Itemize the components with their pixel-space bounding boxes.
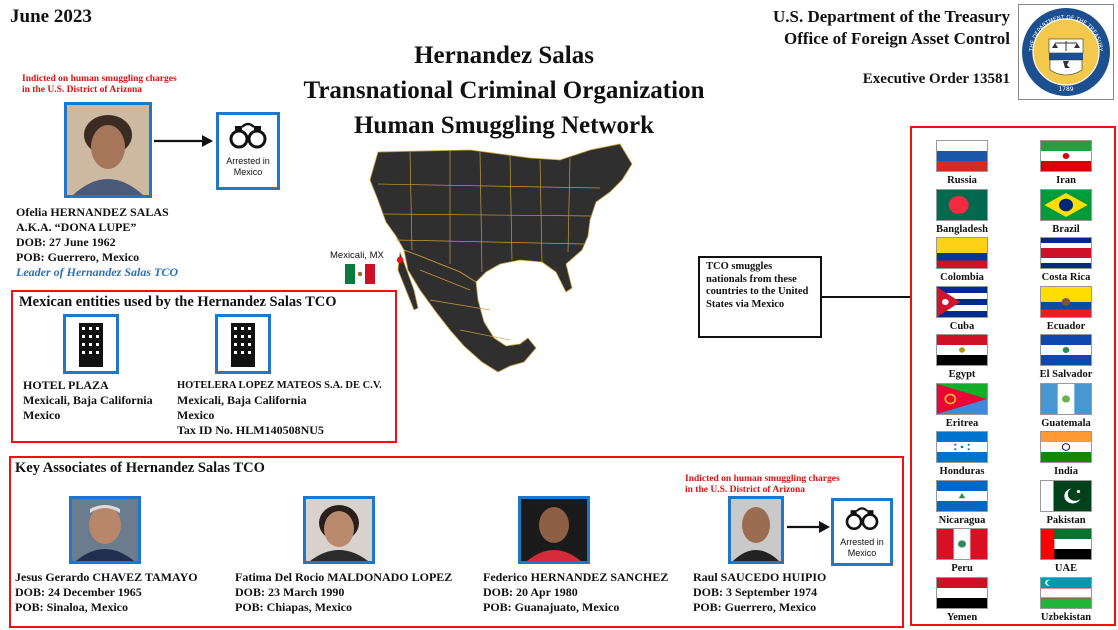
country-ecuador	[1016, 286, 1116, 332]
country-name: Cuba	[949, 320, 975, 332]
country-name: Egypt	[948, 369, 976, 380]
arrested-line-1: Arrested in	[840, 537, 884, 547]
associates-box	[9, 456, 904, 628]
country-name: India	[1054, 466, 1078, 477]
agency-line-1: U.S. Department of the Treasury	[772, 7, 1010, 26]
associate-4-indicted-note	[685, 474, 840, 496]
agency-name	[773, 6, 1010, 50]
associate-1-dob: DOB: 24 December 1965	[15, 585, 142, 599]
page-title	[250, 38, 758, 143]
yemen-flag-icon	[936, 577, 988, 609]
entity-1-name: HOTEL PLAZA	[23, 378, 109, 392]
country-name: Pakistan	[1046, 514, 1086, 526]
mexicali-label: Mexicali, MX	[330, 250, 384, 261]
hotel-plaza-icon	[63, 314, 119, 374]
country-name: Eritrea	[945, 417, 979, 429]
associate-3-details	[483, 570, 668, 615]
country-brazil	[1016, 189, 1116, 235]
entity-2-tax-id: Tax ID No. HLM140508NU5	[177, 423, 324, 437]
associate-2-dob: DOB: 23 March 1990	[235, 585, 345, 599]
country-uae	[1016, 528, 1116, 574]
country-name: Iran	[1056, 175, 1076, 186]
country-name: Colombia	[940, 272, 984, 283]
indicted-note-line-2: in the U.S. District of Arizona	[22, 85, 143, 95]
country-name: Yemen	[946, 611, 978, 623]
country-name: Brazil	[1052, 223, 1080, 235]
country-name: El Salvador	[1039, 369, 1093, 380]
associate-2-pob: POB: Chiapas, Mexico	[235, 600, 352, 614]
entities-heading: Mexican entities used by the Hernandez Salas TCO	[19, 294, 337, 310]
handcuffs-icon	[844, 504, 880, 534]
entity-1-country: Mexico	[23, 408, 61, 422]
country-guatemala	[1016, 383, 1116, 429]
seal-arc-text: THE DEPARTMENT OF THE TREASURY	[1028, 14, 1104, 52]
country-bangladesh	[912, 189, 1012, 235]
country-name: UAE	[1054, 563, 1078, 574]
country-colombia	[912, 237, 1012, 283]
country-name: Bangladesh	[936, 223, 988, 235]
associate-1-details	[15, 570, 198, 615]
north-america-map	[360, 140, 650, 400]
ecuador-flag-icon	[1040, 286, 1092, 318]
associate-2-details	[235, 570, 452, 615]
country-name: Costa Rica	[1041, 272, 1091, 283]
associate-1-pob: POB: Sinaloa, Mexico	[15, 600, 128, 614]
country-iran	[1016, 140, 1116, 186]
associate-2-photo	[303, 496, 375, 564]
arrested-line-2: Mexico	[233, 167, 263, 177]
associate-3-dob: DOB: 20 Apr 1980	[483, 585, 578, 599]
portrait-icon	[72, 499, 138, 561]
leader-photo	[64, 102, 152, 198]
seal-year: 1789	[1058, 86, 1074, 93]
country-el-salvador	[1016, 334, 1116, 380]
entity-2-name: HOTELERA LOPEZ MATEOS S.A. DE C.V.	[177, 380, 382, 391]
title-line-2: Transnational Criminal Organization	[303, 77, 705, 104]
honduras-flag-icon	[936, 431, 988, 463]
building-icon	[218, 317, 268, 371]
leader-role: Leader of Hernandez Salas TCO	[16, 265, 178, 279]
entity-1-details	[23, 378, 153, 423]
india-flag-icon	[1040, 431, 1092, 463]
costa-rica-flag-icon	[1040, 237, 1092, 269]
mexicali-marker	[397, 257, 403, 263]
leader-details	[16, 205, 178, 280]
smuggling-callout: TCO smuggles nationals from these countries to the United States via Mexico	[698, 256, 822, 338]
country-name: Uzbekistan	[1040, 611, 1092, 623]
indicted-note-line-1: Indicted on human smuggling charges	[685, 474, 840, 484]
associate-1-photo	[69, 496, 141, 564]
country-egypt	[912, 334, 1012, 380]
country-india	[1016, 431, 1116, 477]
uzbekistan-flag-icon	[1040, 577, 1092, 609]
country-name: Nicaragua	[938, 514, 986, 526]
russia-flag-icon	[936, 140, 988, 172]
leader-arrested-badge	[216, 112, 280, 190]
bangladesh-flag-icon	[936, 189, 988, 221]
executive-order: Executive Order 13581	[862, 71, 1010, 87]
associate-2-name: Fatima Del Rocio MALDONADO LOPEZ	[235, 570, 453, 584]
country-name: Honduras	[939, 466, 985, 477]
country-yemen	[912, 577, 1012, 623]
associate-4-name: Raul SAUCEDO HUIPIO	[693, 570, 827, 584]
country-peru	[912, 528, 1012, 574]
portrait-icon	[731, 499, 781, 561]
country-name: Guatemala	[1041, 417, 1091, 429]
country-name: Russia	[947, 175, 977, 186]
associate-4-dob: DOB: 3 September 1974	[693, 585, 818, 599]
el-salvador-flag-icon	[1040, 334, 1092, 366]
country-name: Peru	[951, 563, 973, 574]
arrest-arrow	[152, 134, 214, 148]
country-russia	[912, 140, 1012, 186]
title-line-1: Hernandez Salas	[414, 42, 594, 69]
entity-2-details	[177, 378, 382, 438]
country-uzbekistan	[1016, 577, 1116, 623]
portrait-icon	[521, 499, 587, 561]
associate-3-pob: POB: Guanajuato, Mexico	[483, 600, 620, 614]
hotelera-icon	[215, 314, 271, 374]
entity-1-city: Mexicali, Baja California	[23, 393, 153, 407]
pakistan-flag-icon	[1040, 480, 1092, 512]
indicted-note-line-1: Indicted on human smuggling charges	[22, 74, 177, 84]
arrested-line-1: Arrested in	[226, 156, 270, 166]
indicted-note-line-2: in the U.S. District of Arizona	[685, 485, 806, 495]
country-costa-rica	[1016, 237, 1116, 283]
nicaragua-flag-icon	[936, 480, 988, 512]
iran-flag-icon	[1040, 140, 1092, 172]
peru-flag-icon	[936, 528, 988, 560]
country-name: Ecuador	[1046, 320, 1086, 332]
entity-2-country: Mexico	[177, 408, 215, 422]
arrested-line-2: Mexico	[847, 548, 877, 558]
country-nicaragua	[912, 480, 1012, 526]
associate-3-photo	[518, 496, 590, 564]
associate-4-arrested-badge	[831, 498, 893, 566]
title-line-3: Human Smuggling Network	[353, 112, 655, 139]
callout-connector	[822, 296, 910, 298]
associate-4-details	[693, 570, 826, 615]
colombia-flag-icon	[936, 237, 988, 269]
agency-line-2: Office of Foreign Asset Control	[784, 29, 1010, 48]
mexico-flag-icon	[341, 264, 379, 284]
country-eritrea	[912, 383, 1012, 429]
eritrea-flag-icon	[936, 383, 988, 415]
brazil-flag-icon	[1040, 189, 1092, 221]
report-date: June 2023	[10, 6, 92, 27]
associate-3-name: Federico HERNANDEZ SANCHEZ	[483, 570, 669, 584]
leader-pob: POB: Guerrero, Mexico	[16, 250, 140, 264]
uae-flag-icon	[1040, 528, 1092, 560]
treasury-seal-icon	[1019, 5, 1113, 99]
leader-name: Ofelia HERNANDEZ SALAS	[16, 205, 169, 219]
associate-1-name: Jesus Gerardo CHAVEZ TAMAYO	[15, 570, 198, 584]
associate-4-arrest-arrow	[785, 520, 831, 534]
countries-panel	[910, 126, 1116, 626]
portrait-icon	[67, 105, 149, 195]
country-honduras	[912, 431, 1012, 477]
leader-indicted-note	[22, 74, 177, 96]
handcuffs-icon	[228, 119, 268, 153]
country-pakistan	[1016, 480, 1116, 526]
associate-4-pob: POB: Guerrero, Mexico	[693, 600, 817, 614]
associates-heading: Key Associates of Hernandez Salas TCO	[15, 460, 265, 476]
entity-2-city: Mexicali, Baja California	[177, 393, 307, 407]
treasury-seal	[1018, 4, 1114, 100]
entities-box	[11, 290, 397, 443]
guatemala-flag-icon	[1040, 383, 1092, 415]
associate-4-photo	[728, 496, 784, 564]
egypt-flag-icon	[936, 334, 988, 366]
leader-dob: DOB: 27 June 1962	[16, 235, 116, 249]
cuba-flag-icon	[936, 286, 988, 318]
portrait-icon	[306, 499, 372, 561]
building-icon	[66, 317, 116, 371]
country-cuba	[912, 286, 1012, 332]
leader-aka: A.K.A. “DONA LUPE”	[16, 220, 137, 234]
